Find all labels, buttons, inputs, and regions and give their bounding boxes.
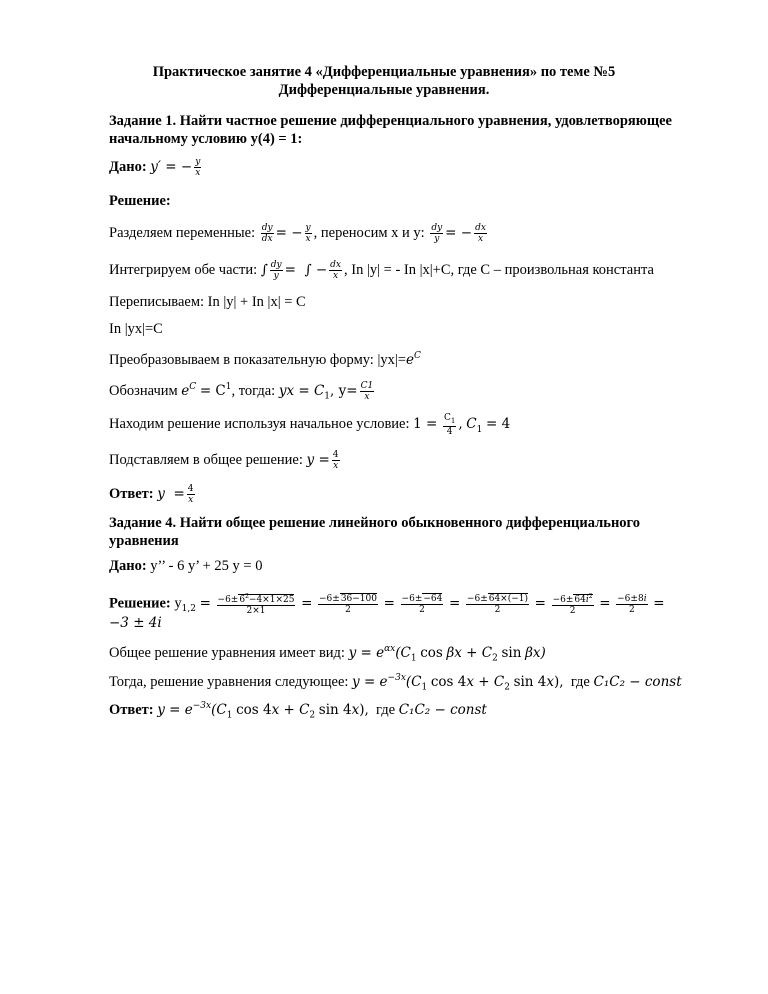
given-label: Дано:	[109, 158, 147, 175]
task1-given	[109, 157, 203, 178]
task1-step-exponential: Преобразовываем в показательную форму: $|yx|=e^C$	[109, 351, 421, 368]
task4-roots-result: −3 ± 4i	[109, 615, 162, 631]
task1-step-rewrite: Переписываем: In |y| + In |x| = C	[109, 294, 306, 310]
task4-heading-line1: Задание 4. Найти общее решение линейного обыкновенного дифференциального	[109, 515, 641, 531]
task1-step-initial: Находим решение используя начальное условие: 1 = $\frac{C_1}{4}$ , $C_1 = 4$	[109, 413, 511, 437]
task1-heading-line2: начальному условию y(4) = 1:	[109, 131, 303, 147]
doc-title-line2: Дифференциальные уравнения.	[278, 82, 490, 98]
task4-general-form: Общее решение уравнения имеет вид: $y = e^{\alpha x}(C_1$ $\cos \beta x + C_2$ sin βx)	[109, 644, 546, 664]
task4-given: Дано: y’’ - 6 y’ + 25 y = 0	[109, 558, 263, 574]
task1-step-integrate: Интегрируем обе части: ∫ $\frac{dy}{y}$ = ∫ − $\frac{dx}{x}$ , In |y| = - In |x|+C, где C – произвольная константа	[109, 260, 654, 281]
task1-step-substitute: Подставляем в общее решение: y = $\frac{4}{x}$	[109, 450, 339, 471]
task1-step-denote: Обозначим $e^C = C^1$, тогда: yx = $C_1$, y= $\frac{C1}{x}$	[109, 381, 374, 402]
task4-answer: Ответ: $y = e^{-3x}(C_1$ $\cos 4x + C_2$ sin 4x), где C₁C₂ − const	[109, 701, 487, 721]
task4-solution-roots: Решение: $y_{1,2}$ = $\frac{-6\pm 6^2-4\times 1\times 25}{2\times 1}$ = $\frac{-6\pm 36-100}{2}$ = $\frac{-6\pm-64}{2}$ = $\frac{-6\pm 64\times(-1)}{2}$ = $\frac{-6\pm 64i^2}{2}$ = $\frac{-6\pm 8i}{2}$ =	[109, 593, 665, 616]
task1-answer: Ответ: y = $\frac{4}{x}$	[109, 484, 194, 505]
doc-title-line1: Практическое занятие 4 «Дифференциальные уравнения» по теме №5	[152, 64, 616, 80]
task4-heading-line2: уравнения	[109, 533, 179, 549]
given-equation: y′ = −	[150, 158, 193, 175]
task1-solution-label: Решение:	[109, 193, 171, 209]
task1-heading-line1: Задание 1. Найти частное решение дифференциального уравнения, удовлетворяющее	[109, 113, 672, 129]
task1-step-separate: Разделяем переменные: $\frac{dy}{dx}$ = − $\frac{y}{x}$ , переносим x и y: $\frac{dy}{y}$ = − $\frac{dx}{x}$	[109, 223, 486, 244]
task1-step-combine: In |yx|=C	[109, 321, 163, 337]
task4-particular: Тогда, решение уравнения следующее: $y = e^{-3x}(C_1$ $\cos 4x + C_2$ sin 4x), где C₁C₂ − const	[109, 673, 682, 693]
given-fraction: $\frac{y}{x}$	[195, 157, 201, 178]
